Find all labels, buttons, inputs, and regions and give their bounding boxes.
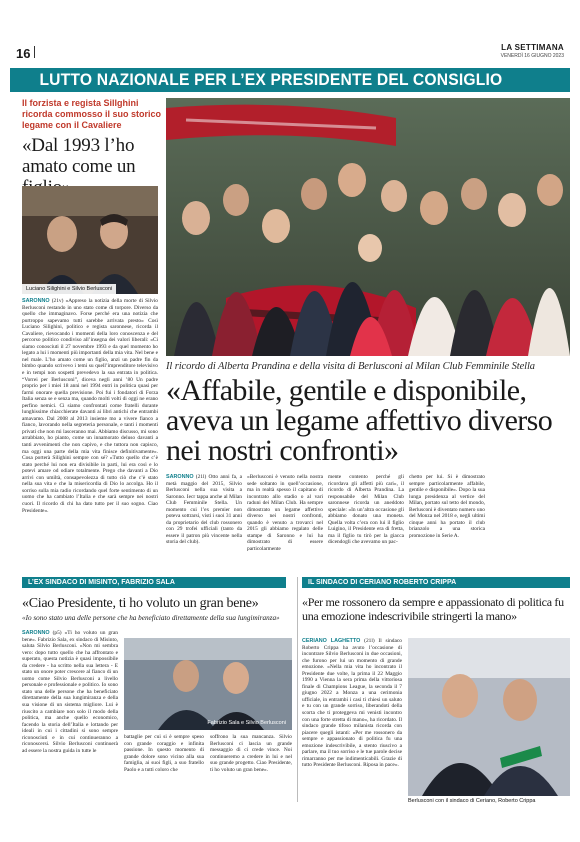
column-divider	[297, 577, 298, 802]
sala-headline: «Ciao Presidente, ti ho voluto un gran bene»	[22, 596, 259, 611]
lead-headline: «Dal 1993 l’ho amato come un	[22, 135, 136, 177]
crippa-photo-art	[408, 638, 570, 796]
crippa-column-1	[302, 638, 402, 802]
crippa-headline: «Per me rossonero da sempre e appassionato di politica fu una emozione indescrivibile stringerti la mano»	[302, 595, 564, 623]
sala-section-title: L’EX SINDACO DI MISINTO, FABRIZIO SALA	[28, 579, 175, 586]
crippa-section-title: IL SINDACO DI CERIANO ROBERTO CRIPPA	[308, 579, 457, 586]
sala-column-2: battaglie per cui si è sempre speso con grande coraggio e infinita passione. In questo momento di grande dolore sono vicino alla sua famiglia, ai suoi figli, a suo fratello Paolo e a tutti coloro che	[124, 734, 204, 773]
lead-body	[22, 298, 158, 570]
feature-column-2: «Berlusconi è venuto nella nostra sede soltanto in quell’occasione, ma in realtà spesso il capitano di incontrato allo stadio o al vari raduni dei Milan Club. Ha sempre dimostrato un legame affettivo diverso nei nostri confronti, quando è venuto a trovarci nel 2015 gli abbiamo regalato delle stampe di Saronno e lui ha dimostrato di essere particolarmente	[247, 474, 323, 553]
lead-photo-caption: Luciano Silighini e Silvio Berlusconi	[22, 284, 116, 294]
feature-column-4: chetto per lui. Si è dimostrato sempre particolarmente affabile, gentile e disponibile». Dopo la sua lunga presidenza al vertice del Milan, portato sul tetto del mondo, Berlusconi è diventato numero uno del Monza nel 2018 e, negli ultimi cinque anni ha portato il club brianzolo a una storica promozione in Serie A.	[409, 474, 485, 539]
section-banner	[10, 68, 570, 92]
sala-photo	[124, 638, 292, 730]
feature-column-3: mente contento perché gli ricordava gli affetti più cari», il ricordo di Alberta Prandina. La responsabile del Milan Club saronnese ricorda un aneddoto speciale: «In un’altra occasione gli abbiamo donato una moneta. Quella volta c’era con lui il figlio Luigino, il Presidente era di fretta, ma il figlio tu tirò per la giacca dicendogli che avevamo un pac-	[328, 474, 404, 546]
feature-column-1-text: (21l) Otto anni fa, a metà maggio del 2015, Silvio Berlusconi nella sua visita a Saronno. Iecr tappa anche al Milan Club Femminile Stella. Un momento cui l’ex premier non poteva sottrarsi, visti i suoi 31 anni da proprietario del club rossonero con 29 trofei ufficiali (tanto da essere il patron più vincente nella storia del club).	[166, 474, 242, 546]
crippa-photo	[408, 638, 570, 796]
sala-column-1	[22, 630, 118, 802]
milan-club-photo	[166, 98, 570, 356]
crippa-photo-caption: Berlusconi con il sindaco di Ceriano, Roberto Crippa	[408, 798, 536, 804]
crippa-section-bar	[302, 577, 570, 588]
sala-subtitle: «Io sono stato una delle persone che ha beneficiato direttamente della sua lungimiranza»	[22, 614, 280, 622]
feature-location: SARONNO	[166, 474, 194, 480]
sala-section-bar	[22, 577, 286, 588]
publication-name: LA SETTIMANA	[501, 43, 564, 52]
sala-column-3: soffrono la sua mancanza. Silvio Berlusconi ci lascia un grande messaggio di ci crede vince. Noi continueremo a credere in lui e nel suo grande progetto. Ciao Presidente, ti ho voluto un gran bene».	[210, 734, 292, 773]
masthead	[501, 44, 564, 59]
lead-body-location: SARONNO	[22, 298, 50, 304]
milan-club-photo-art	[166, 98, 570, 356]
crippa-column-1-text: (21l) Il sindaco Roberto Crippa ha avuto l’occasione di incontrare Silvio Berlusconi in due occasioni, che furono per lui un momento di grande emozione. «Nella mia vita ho incontrato il Presidente due volte, la prima il 22 Maggio 1990 a Vienna la sera prima della vittoriosa finale di Champions League, la seconda il 7 giugno 2022 a Monza a una cerimonia ufficiale, in entrambi i casi ti chiesi un saluto e tu con un grande sorriso, liberandoti della scorta che ti proteggeva mi venisti incontro con una forte stretta di mano», ha ricordato. Il sindaco grande tifoso milanista ricorda con piacere quegli istanti: «Per me rossonero da sempre e appassionato di politica fu una emozione indescrivibile, a stento riuscivo a parlare, ma il tuo sorriso e le tue parole decise rimarranno per me indimenticabili. Grazie di tutto Presidente Berlusconi. Riposa in pace».	[302, 638, 402, 769]
banner-title: LUTTO NAZIONALE PER L’EX PRESIDENTE DEL CONSIGLIO	[39, 70, 503, 89]
feature-column-1	[166, 474, 242, 570]
issue-date: VENERDÌ 16 GIUGNO 2023	[500, 53, 564, 59]
header-divider	[34, 46, 35, 58]
sala-photo-art	[124, 638, 292, 730]
lead-body-text: (21v) «Appreso la notizia della morte di Silvio Berlusconi restando in uno stato come di torpore. Diverso da quello che immaginavo. Forse perché era una notizia che purtroppo sapevamo tutti sarebbe arrivata presto» Così Luciano Silighini, politico e regista saronnese, ricorda il Cavaliere, rievocando i momenti della loro conoscenza e del percorso politico condiviso all’insegna dei valori liberali: «Ci siamo conosciuti il 27 novembre 1993 e da quel momento ho legato a lui i momenti più importanti della mia vita. Nel bene e nel male. L’ho amato come un figlio, anzi un padre fin da bimbo quando scrivevo i temi su quell’imprenditore televisivo e in tempi non sospetti prevedevo la sua entrata in politica. “Vorrei per Berlusconi”, diceva negli anni ’80 Un padre proprio per i miei 18 anni nel 1994 entri in politica quasi per farmi onorare quella previsione. Poi fui i fondatori di Forza Italia senza se e senza ma, quando molti volti di oggi ne erano perfino nemici. Ci siamo confrontati come fratelli durante lunghissime chiacchierate davanti ai libri antichi che entrambi amavamo. Dal 2008 al 2013 insieme mo a vivere fianco a fianco, lavorando nella segreteria personale, e tanti i momenti privati che non mi lasceranno mai. Abbiamo discusso, mi sono arrabbiato, ho pianto, come un innamorato deluso davanti a tanti avvenimenti che non capivo, e che tuttora non capisco, ma oggi una parte della mia vita finisce definitivamente». Cosa porterà Silighini sempre con sé? «Tutto quello che c’è stato perché lui non era divisibile in parti, lui era così e lo potevi amare od odiare totalmente. Prego che davanti a Dio arrivi con umiltà, consapevolezza di tutto ciò che c’è stato nella sua vita e che la misericordia di Dio lo accolga. Ho il sorriso sulla mia radio ricordando quel forte sentimento di un uomo che ha cambiato l’Italia e che sarà sempre nei nostri cuori. Il ricordo di chi ha dato tutto per il suo sogno. Ciao Presidente».	[22, 298, 158, 514]
feature-subtitle: Il ricordo di Alberta Prandina e della visita di Berlusconi al Milan Club Femminile Stella	[166, 361, 535, 372]
crippa-location: CERIANO LAGHETTO	[302, 638, 361, 644]
lead-kicker: Il forzista e regista Sillghini ricorda commosso il suo storico legame con il Cavaliere	[22, 98, 162, 130]
sala-column-1-text: (p5) «Ti ho voluto un gran bene». Fabrizio Sala, ex sindaco di Misinto, saluta Silvio Berlusconi. «Non mi sembra vero: dopo tutto quello che ha affrontato e superato, questa notizia è quasi impossibile da credere - ha scritto nella sua lettera - E stato un onore poter crescere al fianco di un uomo come Silvio Berlusconi a livello personale e professionale e politico. Io sono stato una delle persone che ha beneficiato direttamente della sua lungimiranza e della sua visione di un sistema migliore. Lui è riuscito a cambiare non solo il modo della politica, ma anche quello economico, facendo la storia dell’Italia e lottando per ideali in cui i cittadini si sono sempre riconosciuti e in cui continueranno a riconoscersi. Silvio Berlusconi continuerà ad essere la nostra guida in tutte le	[22, 630, 118, 754]
sala-location: SARONNO	[22, 630, 50, 636]
lead-photo	[22, 186, 158, 294]
page-number: 16	[16, 46, 31, 61]
feature-headline: «Affabile, gentile e disponibile, aveva un legame affettivo diverso nei nostri confronti»	[166, 374, 553, 467]
sala-photo-caption: Fabrizio Sala e Silvio Berlusconi	[207, 720, 286, 726]
lead-photo-art	[22, 186, 158, 294]
